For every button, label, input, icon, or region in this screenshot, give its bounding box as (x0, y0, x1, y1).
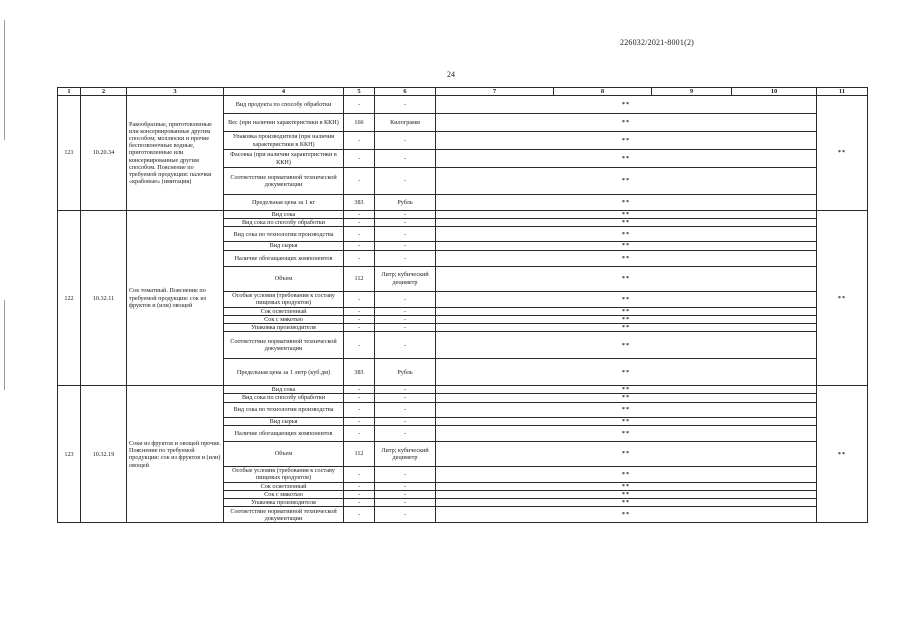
characteristic-name: Предельная цена за 1 литр (куб.дм) (224, 359, 344, 386)
characteristic-value: ** (436, 386, 817, 394)
characteristic-name: Вид сока (224, 211, 344, 219)
unit-name: - (375, 386, 436, 394)
okei-code: - (344, 466, 375, 482)
characteristic-value: ** (436, 266, 817, 291)
characteristic-name: Сок осветленный (224, 307, 344, 315)
characteristic-value: ** (436, 250, 817, 266)
characteristic-value: ** (436, 425, 817, 441)
table-row (58, 386, 868, 394)
page-number: 24 (447, 70, 455, 79)
characteristic-value: ** (436, 242, 817, 250)
okei-code: - (344, 315, 375, 323)
okei-code: 383 (344, 359, 375, 386)
column-header-4: 4 (224, 88, 344, 96)
characteristic-value: ** (436, 332, 817, 359)
characteristic-value: ** (436, 324, 817, 332)
characteristic-name: Упаковка производителя (224, 499, 344, 507)
okei-code: - (344, 402, 375, 417)
characteristic-name: Сок осветленный (224, 482, 344, 490)
characteristic-name: Сок с мякотью (224, 315, 344, 323)
unit-name: - (375, 482, 436, 490)
characteristic-value: ** (436, 491, 817, 499)
column-header-2: 2 (81, 88, 127, 96)
column-header-row (58, 88, 868, 96)
characteristic-value: ** (436, 96, 817, 114)
characteristic-value: ** (436, 195, 817, 211)
okei-code: 112 (344, 441, 375, 466)
characteristic-value: ** (436, 359, 817, 386)
column-header-7: 7 (436, 88, 554, 96)
characteristic-value: ** (436, 227, 817, 242)
scan-edge-mark (4, 300, 5, 390)
okei-code: - (344, 227, 375, 242)
okei-code: - (344, 250, 375, 266)
characteristic-value: ** (436, 211, 817, 219)
okpd2-code: 10.20.34 (81, 96, 127, 211)
characteristic-value: ** (436, 482, 817, 490)
justification-cell: ** (817, 386, 868, 523)
characteristic-name: Предельная цена за 1 кг (224, 195, 344, 211)
characteristic-name: Вид сырья (224, 417, 344, 425)
unit-name: - (375, 491, 436, 499)
unit-name: - (375, 425, 436, 441)
okei-code: 383 (344, 195, 375, 211)
characteristic-value: ** (436, 499, 817, 507)
okei-code: - (344, 417, 375, 425)
characteristic-value: ** (436, 291, 817, 307)
characteristic-name: Особые условия (требования к составу пищевых продуктов) (224, 291, 344, 307)
unit-name: - (375, 250, 436, 266)
characteristic-value: ** (436, 441, 817, 466)
row-number: 123 (58, 386, 81, 523)
characteristic-name: Объем (224, 266, 344, 291)
unit-name: Литр; кубический дециметр (375, 266, 436, 291)
okei-code: - (344, 386, 375, 394)
unit-name: Рубль (375, 195, 436, 211)
okei-code: - (344, 491, 375, 499)
characteristic-name: Вид сырья (224, 242, 344, 250)
characteristic-name: Вид сока (224, 386, 344, 394)
document-number: 226032/2021-8001(2) (620, 38, 695, 47)
unit-name: - (375, 219, 436, 227)
product-name: Соки из фруктов и овощей прочие. Пояснение по требуемой продукции: сок из фруктов и (или) овощей (127, 386, 224, 523)
table-row (58, 96, 868, 114)
okei-code: - (344, 394, 375, 402)
characteristic-value: ** (436, 307, 817, 315)
row-number: 122 (58, 211, 81, 386)
characteristic-name: Упаковка производителя (при наличии характеристики в ККН) (224, 132, 344, 150)
unit-name: Рубль (375, 359, 436, 386)
characteristic-name: Наличие обогащающих компонентов (224, 250, 344, 266)
okpd2-code: 10.32.11 (81, 211, 127, 386)
unit-name: - (375, 96, 436, 114)
okei-code: - (344, 507, 375, 523)
column-header-6: 6 (375, 88, 436, 96)
unit-name: - (375, 499, 436, 507)
column-header-11: 11 (817, 88, 868, 96)
characteristic-value: ** (436, 507, 817, 523)
characteristic-name: Соответствие нормативной технической документации (224, 507, 344, 523)
okei-code: - (344, 291, 375, 307)
okei-code: - (344, 132, 375, 150)
characteristic-name: Вид сока по технологии производства (224, 402, 344, 417)
characteristic-value: ** (436, 315, 817, 323)
column-header-8: 8 (554, 88, 652, 96)
okei-code: - (344, 242, 375, 250)
characteristic-name: Вид сока по способу обработки (224, 394, 344, 402)
okei-code: - (344, 307, 375, 315)
characteristic-name: Вид сока по способу обработки (224, 219, 344, 227)
okei-code: - (344, 219, 375, 227)
table-row (58, 211, 868, 219)
okei-code: - (344, 211, 375, 219)
unit-name: - (375, 466, 436, 482)
column-header-9: 9 (652, 88, 732, 96)
okei-code: - (344, 168, 375, 195)
scan-edge-mark (4, 20, 5, 140)
characteristic-value: ** (436, 132, 817, 150)
characteristic-name: Соответствие нормативной технической документации (224, 332, 344, 359)
characteristic-value: ** (436, 466, 817, 482)
unit-name: - (375, 402, 436, 417)
characteristic-value: ** (436, 219, 817, 227)
okei-code: 112 (344, 266, 375, 291)
characteristic-name: Особые условия (требования к составу пищевых продуктов) (224, 466, 344, 482)
unit-name: Килограмм (375, 114, 436, 132)
unit-name: - (375, 507, 436, 523)
okei-code: - (344, 96, 375, 114)
unit-name: - (375, 332, 436, 359)
okei-code: - (344, 150, 375, 168)
unit-name: - (375, 291, 436, 307)
row-number: 121 (58, 96, 81, 211)
okei-code: 166 (344, 114, 375, 132)
unit-name: - (375, 417, 436, 425)
product-requirements-table (57, 87, 868, 523)
okei-code: - (344, 482, 375, 490)
characteristic-value: ** (436, 394, 817, 402)
characteristic-name: Упаковка производителя (224, 324, 344, 332)
characteristic-name: Фасовка (при наличии характеристики в ККН) (224, 150, 344, 168)
characteristic-value: ** (436, 417, 817, 425)
okei-code: - (344, 324, 375, 332)
characteristic-value: ** (436, 402, 817, 417)
unit-name: - (375, 211, 436, 219)
okei-code: - (344, 425, 375, 441)
table-body (58, 88, 868, 523)
unit-name: - (375, 307, 436, 315)
unit-name: - (375, 132, 436, 150)
justification-cell: ** (817, 96, 868, 211)
unit-name: - (375, 227, 436, 242)
unit-name: - (375, 324, 436, 332)
column-header-3: 3 (127, 88, 224, 96)
unit-name: Литр; кубический дециметр (375, 441, 436, 466)
okpd2-code: 10.32.19 (81, 386, 127, 523)
column-header-5: 5 (344, 88, 375, 96)
okei-code: - (344, 499, 375, 507)
unit-name: - (375, 315, 436, 323)
column-header-1: 1 (58, 88, 81, 96)
characteristic-value: ** (436, 150, 817, 168)
unit-name: - (375, 242, 436, 250)
characteristic-name: Сок с мякотью (224, 491, 344, 499)
product-name: Ракообразные, приготовленные или консервированные другим способом; моллюски и прочие беспозвоночные водные, приготовленные или консервированные другим способом. Пояснение по требуемой продукции: палочки «крабовые» (имитация) (127, 96, 224, 211)
characteristic-value: ** (436, 168, 817, 195)
characteristic-name: Вид сока по технологии производства (224, 227, 344, 242)
unit-name: - (375, 168, 436, 195)
characteristic-value: ** (436, 114, 817, 132)
justification-cell: ** (817, 211, 868, 386)
product-name: Сок томатный. Пояснение по требуемой продукции: сок из фруктов и (или) овощей (127, 211, 224, 386)
column-header-10: 10 (732, 88, 817, 96)
characteristic-name: Вид продукта по способу обработки (224, 96, 344, 114)
unit-name: - (375, 150, 436, 168)
characteristic-name: Соответствие нормативной технической документации (224, 168, 344, 195)
characteristic-name: Вес (при наличии характеристики в ККН) (224, 114, 344, 132)
unit-name: - (375, 394, 436, 402)
characteristic-name: Наличие обогащающих компонентов (224, 425, 344, 441)
characteristic-name: Объем (224, 441, 344, 466)
okei-code: - (344, 332, 375, 359)
